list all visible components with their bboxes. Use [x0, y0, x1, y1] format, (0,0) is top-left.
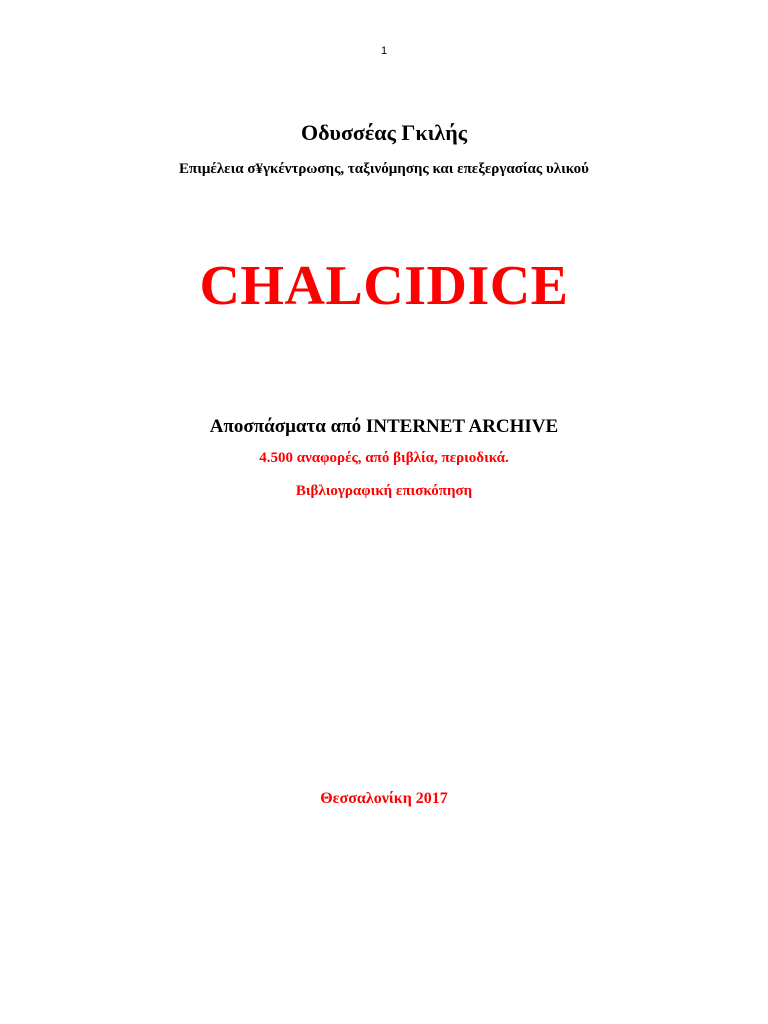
author-name: Οδυσσέας Γκιλής — [301, 120, 467, 145]
editing-note: Επιμέλεια σ¥γκέντρωσης, ταξινόμησης και επεξεργασίας υλικού — [179, 161, 589, 177]
document-title: CHALCIDICE — [199, 255, 569, 317]
references-line: 4.500 αναφορές, από βιβλία, περιοδικά. — [259, 450, 509, 466]
review-line: Βιβλιογραφική επισκόπηση — [295, 483, 473, 499]
page-number: 1 — [380, 45, 388, 57]
place-and-year: Θεσσαλονίκη 2017 — [320, 790, 448, 807]
source-line: Αποσπάσματα από INTERNET ARCHIVE — [209, 416, 559, 437]
